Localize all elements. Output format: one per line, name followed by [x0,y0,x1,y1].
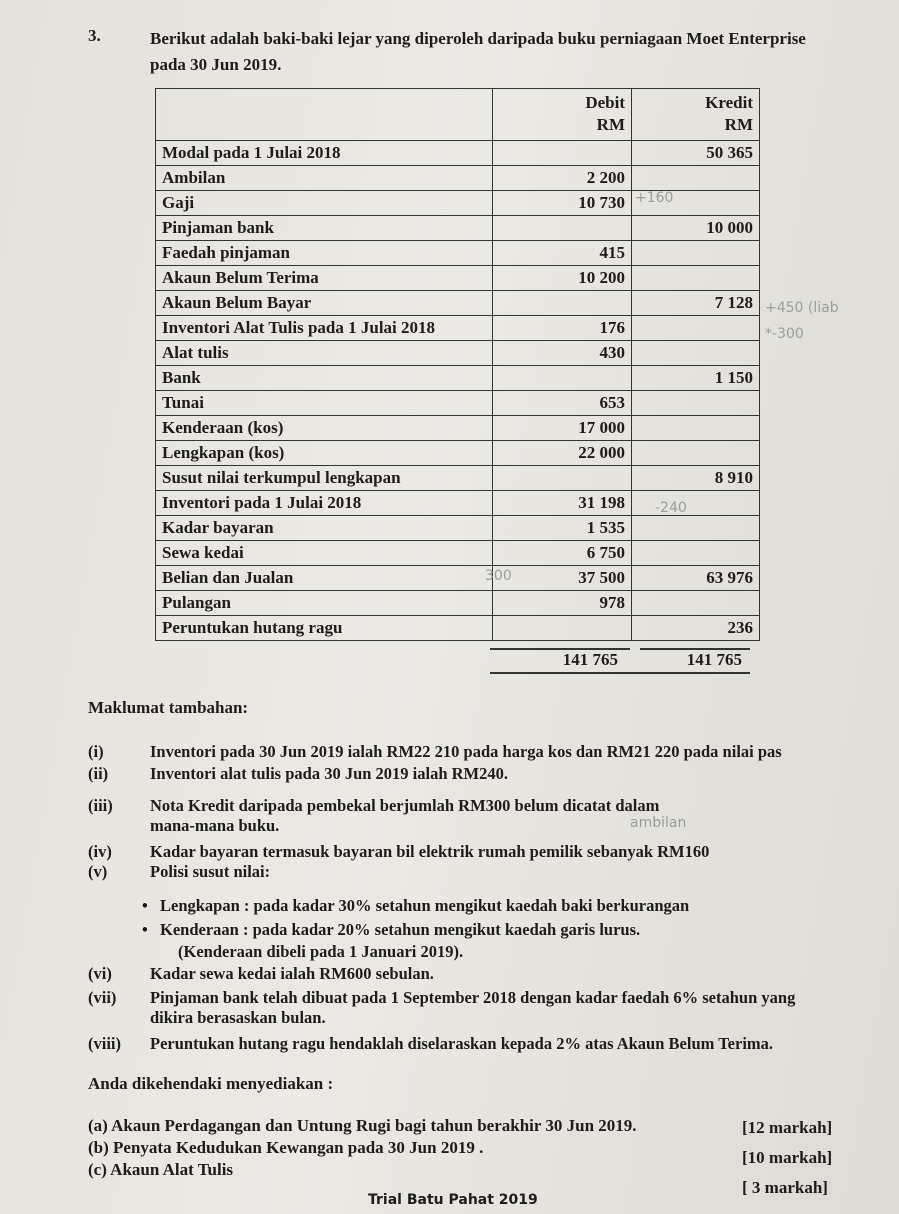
task-item: (a) Akaun Perdagangan dan Untung Rugi bagi tahun berakhir 30 Jun 2019. [88,1116,637,1135]
row-item: Peruntukan hutang ragu [156,616,493,641]
row-debit [493,291,632,316]
row-kredit: 236 [632,616,760,641]
row-item: Gaji [156,191,493,216]
row-kredit: 7 128 [632,291,760,316]
row-debit [493,216,632,241]
task-item: (c) Akaun Alat Tulis [88,1160,234,1179]
tasks-title: Anda dikehendaki menyediakan : [88,1074,334,1093]
task-marks: [ 3 markah] [742,1178,828,1197]
table-row [156,591,760,616]
table-row [156,366,760,391]
row-debit [493,366,632,391]
row-kredit [632,166,760,191]
task-marks: [10 markah] [742,1148,833,1167]
row-debit: 1 535 [493,516,632,541]
total-kredit: 141 765 [686,650,742,669]
row-debit: 978 [493,591,632,616]
row-item: Akaun Belum Bayar [156,291,493,316]
row-item: Pulangan [156,591,493,616]
table-row [156,291,760,316]
row-item: Susut nilai terkumpul lengkapan [156,466,493,491]
row-item: Kenderaan (kos) [156,416,493,441]
table-row [156,341,760,366]
row-debit: 2 200 [493,166,632,191]
row-kredit [632,316,760,341]
row-kredit: 50 365 [632,141,760,166]
table-row [156,541,760,566]
row-kredit [632,416,760,441]
table-row [156,416,760,441]
total-kredit-block [640,648,750,670]
table-row [156,441,760,466]
row-kredit [632,491,760,516]
row-kredit [632,516,760,541]
row-debit: 17 000 [493,416,632,441]
handwritten-note: *-300 [765,326,804,342]
row-item: Alat tulis [156,341,493,366]
handwritten-note: +450 (liab [765,300,839,316]
total-debit: 141 765 [562,650,618,669]
row-kredit [632,266,760,291]
row-kredit [632,341,760,366]
table-row [156,391,760,416]
table-row [156,466,760,491]
handwritten-note: +160 [635,190,674,206]
row-kredit: 63 976 [632,566,760,591]
footer-label: Trial Batu Pahat 2019 [368,1192,538,1208]
row-kredit: 1 150 [632,366,760,391]
table-row [156,241,760,266]
bullet-item: • Lengkapan : pada kadar 30% setahun mengikut kaedah baki berkurangan [160,896,689,916]
row-kredit [632,391,760,416]
total-underline [490,672,750,674]
row-item: Akaun Belum Terima [156,266,493,291]
table-row [156,166,760,191]
row-item: Modal pada 1 Julai 2018 [156,141,493,166]
table-row [156,216,760,241]
handwritten-note: 300 [485,568,512,584]
row-debit: 176 [493,316,632,341]
table-row [156,516,760,541]
row-item: Kadar bayaran [156,516,493,541]
table-row [156,316,760,341]
bullet-continuation: (Kenderaan dibeli pada 1 Januari 2019). [178,942,464,961]
bullet-item: • Kenderaan : pada kadar 20% setahun mengikut kaedah garis lurus. [160,920,640,940]
row-item: Inventori Alat Tulis pada 1 Julai 2018 [156,316,493,341]
row-item: Sewa kedai [156,541,493,566]
total-debit-block [490,648,630,670]
row-item: Belian dan Jualan [156,566,493,591]
row-debit [493,141,632,166]
row-item: Lengkapan (kos) [156,441,493,466]
row-kredit [632,541,760,566]
row-debit: 37 500 [493,566,632,591]
row-debit: 22 000 [493,441,632,466]
row-debit: 10 200 [493,266,632,291]
handwritten-note: -240 [655,500,687,516]
row-debit [493,466,632,491]
table-row [156,141,760,166]
row-item: Pinjaman bank [156,216,493,241]
table-row [156,566,760,591]
row-debit: 31 198 [493,491,632,516]
row-kredit [632,241,760,266]
handwritten-note: ambilan [630,815,687,831]
row-debit: 430 [493,341,632,366]
debit-header: Debit RM [493,89,632,141]
row-item: Ambilan [156,166,493,191]
kredit-header: Kredit RM [632,89,760,141]
row-debit [493,616,632,641]
table-header-row [156,89,760,141]
row-kredit: 10 000 [632,216,760,241]
row-item: Faedah pinjaman [156,241,493,266]
row-debit: 653 [493,391,632,416]
question-intro: Berikut adalah baki-baki lejar yang diperoleh daripada buku perniagaan Moet Enterprise pada 30 Jun 2019. [150,29,806,74]
row-kredit [632,441,760,466]
row-debit: 6 750 [493,541,632,566]
row-debit: 10 730 [493,191,632,216]
row-kredit [632,591,760,616]
additional-info-title: Maklumat tambahan: [88,698,249,717]
trial-balance-table [155,88,760,641]
row-item: Tunai [156,391,493,416]
table-row [156,616,760,641]
row-item: Bank [156,366,493,391]
task-marks: [12 markah] [742,1118,833,1137]
row-debit: 415 [493,241,632,266]
table-row [156,266,760,291]
row-kredit: 8 910 [632,466,760,491]
task-item: (b) Penyata Kedudukan Kewangan pada 30 Jun 2019 . [88,1138,484,1157]
row-item: Inventori pada 1 Julai 2018 [156,491,493,516]
question-number: 3. [88,26,101,45]
